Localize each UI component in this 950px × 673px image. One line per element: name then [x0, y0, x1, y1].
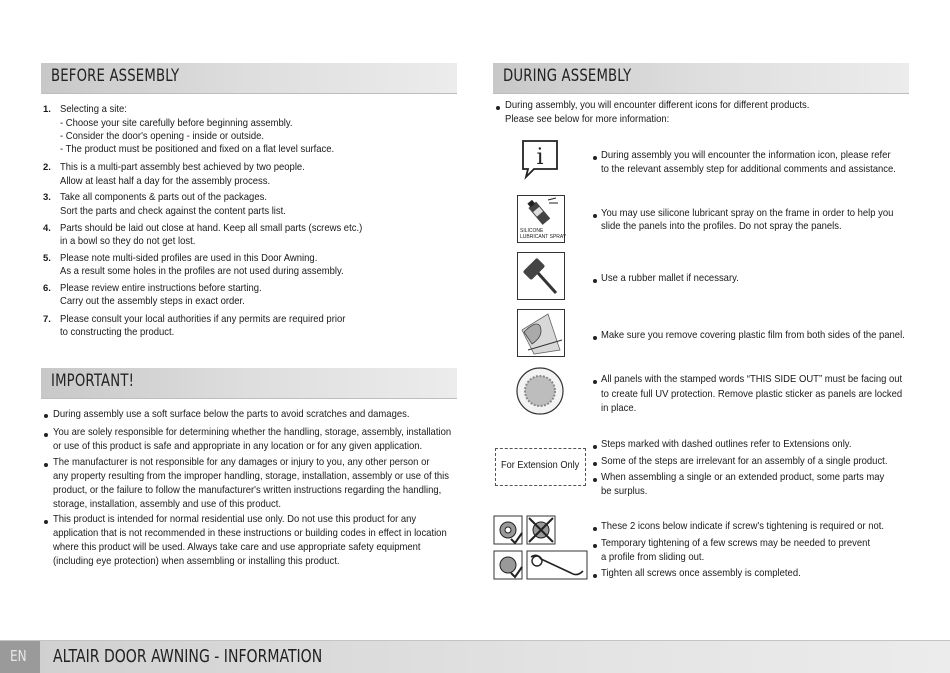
list-item-line: to constructing the product. [60, 327, 175, 338]
bullet-line: any property resulting from the improper handling, storage, installation, assembly or use of this [53, 471, 449, 482]
bullet [593, 156, 597, 160]
stamp-row-line: in place. [601, 403, 637, 414]
before-assembly-header [41, 63, 457, 94]
list-item-line: Take all components & parts out of the packages. [60, 192, 267, 203]
item-number: 4. [43, 223, 51, 234]
bullet [44, 414, 48, 418]
list-item-line: Selecting a site: [60, 104, 127, 115]
bullet [593, 544, 597, 548]
bullet [593, 380, 597, 384]
stamp-row-line: to create full UV protection. Remove plastic sticker as panels are locked [601, 389, 903, 400]
during-assembly-header [493, 63, 909, 94]
uv-stamp-icon [515, 366, 565, 416]
silicone-row-line: slide the panels into the profiles. Do not spray the panels. [601, 221, 842, 232]
bullet [593, 478, 597, 482]
item-number: 5. [43, 253, 51, 264]
bullet [593, 336, 597, 340]
important-header [41, 368, 457, 399]
silicone-label: SILICONE LUBRICANT SPRAY [520, 228, 567, 240]
screw-icons [493, 515, 589, 581]
list-item-line: - The product must be positioned and fixed on a flat level surface. [60, 144, 335, 155]
intro-line: During assembly, you will encounter different icons for different products. [505, 100, 810, 111]
screw-row-line: Tighten all screws once assembly is completed. [601, 568, 801, 579]
list-item-line: Please review entire instructions before starting. [60, 283, 262, 294]
list-item-line: in a bowl so they do not get lost. [60, 236, 196, 247]
bullet [496, 106, 500, 110]
footer-title: ALTAIR DOOR AWNING - INFORMATION [53, 646, 323, 667]
intro-line: Please see below for more information: [505, 114, 670, 125]
silicone-spray-icon [517, 195, 565, 243]
item-number: 1. [43, 104, 51, 115]
rubber-mallet-icon [517, 252, 565, 300]
bullet [593, 527, 597, 531]
stamp-row-line: All panels with the stamped words “THIS SIDE OUT” must be facing out [601, 374, 903, 385]
extension-only-box [495, 448, 586, 486]
plastic-film-icon [517, 309, 565, 357]
item-number: 3. [43, 192, 51, 203]
language-tag: EN [0, 641, 40, 673]
screw-row-line: These 2 icons below indicate if screw's tightening is required or not. [601, 521, 885, 532]
bullet-line: product, or the failure to follow the manufacturer's written instructions regarding the handling, [53, 485, 442, 496]
during-assembly-title: DURING ASSEMBLY [503, 66, 632, 86]
bullet [593, 279, 597, 283]
bullet-line: The manufacturer is not responsible for any damages or injury to you, any other person or [53, 457, 430, 468]
bullet-line: (including eye protection) when assembling or installing this product. [53, 556, 340, 567]
info-row-line: to the relevant assembly step for additional comments and assistance. [601, 164, 896, 175]
bullet [44, 520, 48, 524]
bullet-line: or use of this product is safe and appropriate in any location or for any given application. [53, 441, 423, 452]
extension-row-line: be surplus. [601, 486, 648, 497]
list-item-line: As a result some holes in the profiles are not used during assembly. [60, 266, 344, 277]
extension-row-line: Some of the steps are irrelevant for an assembly of a single product. [601, 456, 888, 467]
item-number: 6. [43, 283, 51, 294]
list-item-line: Parts should be laid out close at hand. Keep all small parts (screws etc.) [60, 223, 363, 234]
list-item-line: Please consult your local authorities if any permits are required prior [60, 314, 346, 325]
important-title: IMPORTANT! [51, 371, 135, 391]
bullet-line: This product is intended for normal residential use only. Do not use this product for any [53, 514, 417, 525]
bullet-line: where this product will be used. Always take care and use appropriate safety equipment [53, 542, 421, 553]
bullet [44, 463, 48, 467]
screw-row-line: Temporary tightening of a few screws may be needed to prevent [601, 538, 871, 549]
page-footer [0, 640, 950, 673]
bullet-line: You are solely responsible for determining whether the handling, storage, assembly, installation [53, 427, 452, 438]
bullet-line: During assembly use a soft surface below the parts to avoid scratches and damages. [53, 409, 410, 420]
list-item-line: Please note multi-sided profiles are used in this Door Awning. [60, 253, 318, 264]
bullet-line: storage, installation, assembly and use of this product. [53, 499, 282, 510]
list-item-line: - Consider the door's opening - inside or outside. [60, 131, 265, 142]
before-assembly-title: BEFORE ASSEMBLY [51, 66, 180, 86]
bullet [44, 433, 48, 437]
bullet [593, 574, 597, 578]
mallet-row-line: Use a rubber mallet if necessary. [601, 273, 739, 284]
silicone-row-line: You may use silicone lubricant spray on the frame in order to help you [601, 208, 894, 219]
info-row-line: During assembly you will encounter the information icon, please refer [601, 150, 891, 161]
list-item-line: This is a multi-part assembly best achieved by two people. [60, 162, 305, 173]
list-item-line: Allow at least half a day for the assembly process. [60, 176, 271, 187]
list-item-line: - Choose your site carefully before beginning assembly. [60, 118, 293, 129]
bullet-line: application that is not recommended in these instructions or building codes in effect in location [53, 528, 447, 539]
bullet [593, 462, 597, 466]
film-row-line: Make sure you remove covering plastic film from both sides of the panel. [601, 330, 905, 341]
extension-label: For Extension Only [501, 460, 580, 471]
bullet [593, 214, 597, 218]
extension-row-line: Steps marked with dashed outlines refer to Extensions only. [601, 439, 852, 450]
list-item-line: Sort the parts and check against the content parts list. [60, 206, 286, 217]
item-number: 2. [43, 162, 51, 173]
bullet [593, 445, 597, 449]
screw-row-line: a profile from sliding out. [601, 552, 705, 563]
item-number: 7. [43, 314, 51, 325]
svg-text:i: i [536, 145, 544, 170]
info-icon [520, 139, 560, 181]
extension-row-line: When assembling a single or an extended product, some parts may [601, 472, 885, 483]
list-item-line: Carry out the assembly steps in exact order. [60, 296, 245, 307]
